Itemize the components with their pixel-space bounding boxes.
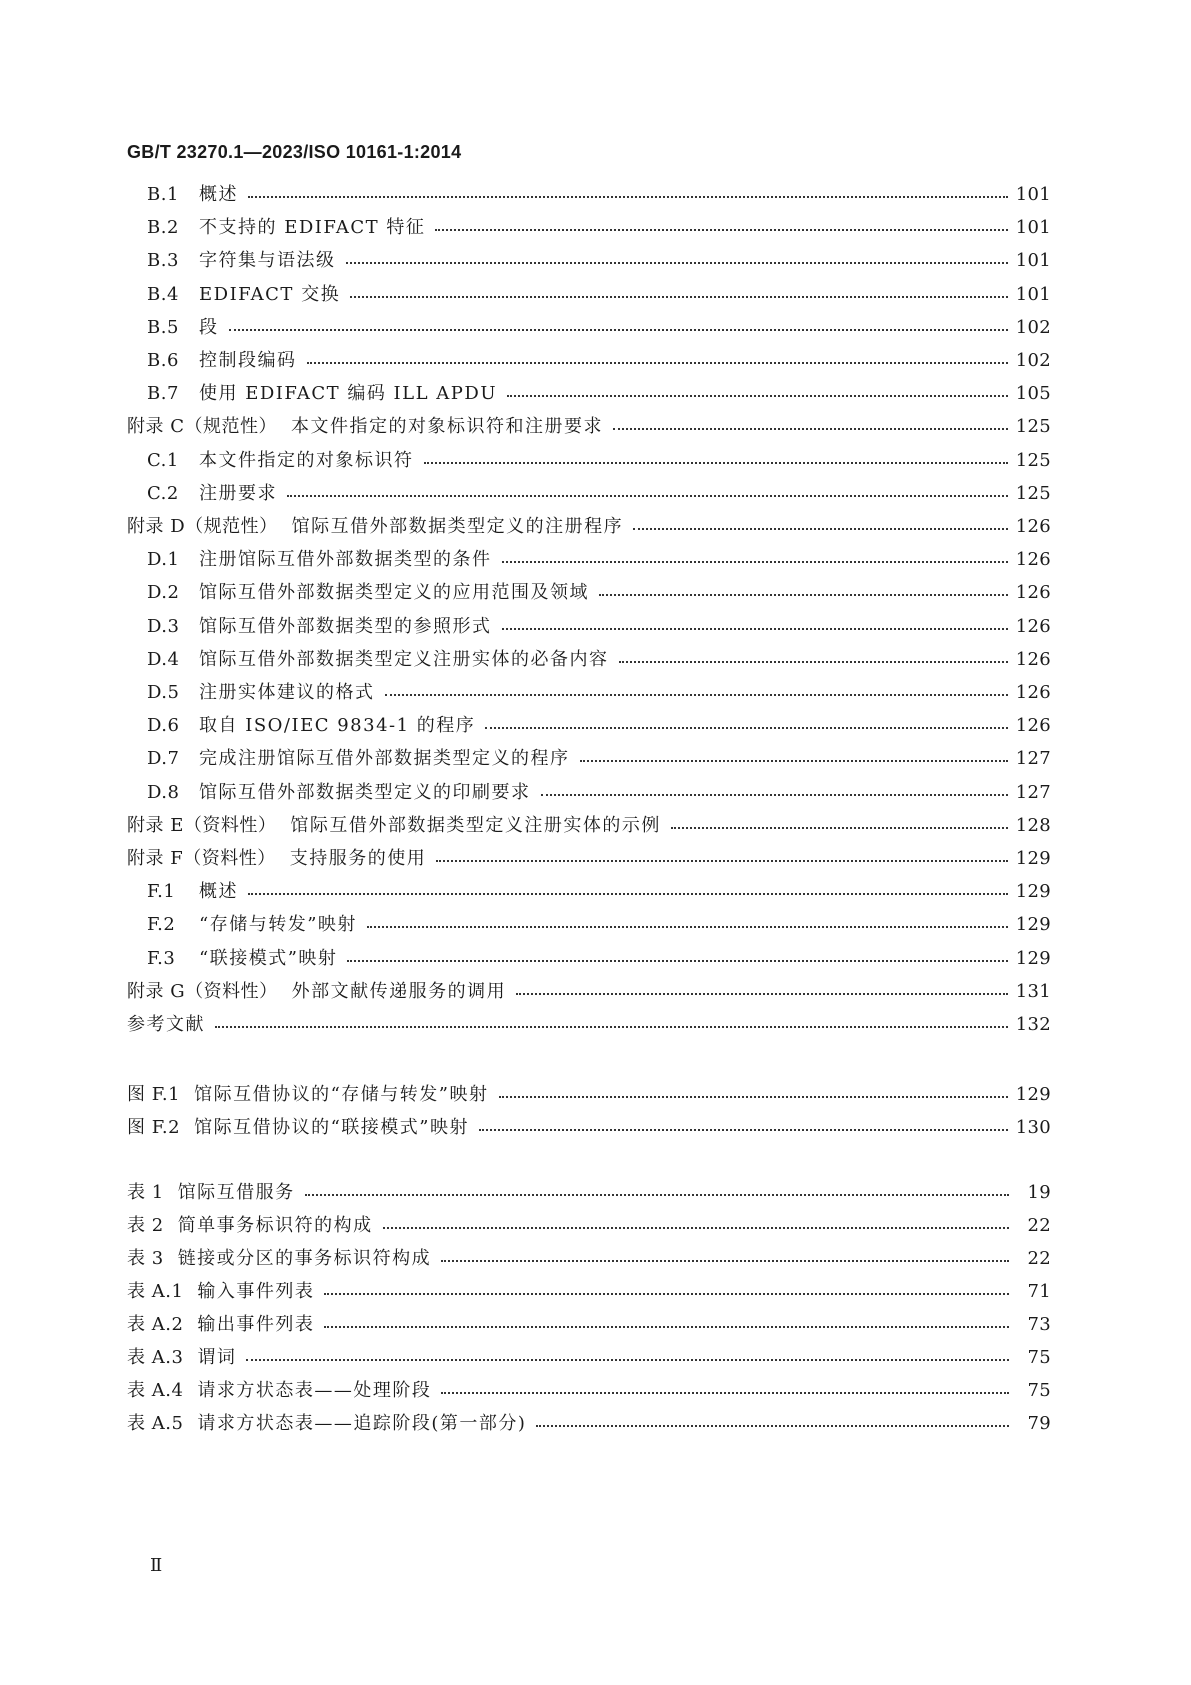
toc-entry-title: 谓词: [197, 1347, 237, 1368]
toc-entry-title: 段: [199, 316, 219, 338]
toc-entry-number: D.8: [147, 781, 180, 803]
toc-entry-number: 附录 C（规范性）: [127, 416, 277, 438]
dot-leader: [619, 661, 1008, 663]
toc-entry-number: 表 3: [127, 1248, 164, 1269]
toc-entry-page: 126: [1015, 582, 1051, 604]
toc-entry-page: 126: [1015, 549, 1051, 571]
dot-leader: [436, 860, 1008, 862]
page-number: Ⅱ: [150, 1555, 162, 1576]
dot-leader: [479, 1129, 1008, 1131]
dot-leader: [502, 561, 1008, 563]
toc-entry[interactable]: [127, 946, 1051, 972]
toc-entry-number: D.1: [147, 549, 180, 571]
toc-entry-title: 馆际互借外部数据类型的参照形式: [199, 615, 492, 637]
dot-leader: [671, 827, 1008, 829]
toc-entry-title: 使用 EDIFACT 编码 ILL APDU: [199, 383, 497, 405]
dot-leader: [541, 794, 1008, 796]
dot-leader: [324, 1293, 1009, 1295]
toc-entry-title: EDIFACT 交换: [199, 283, 341, 305]
toc-entry-page: 79: [1027, 1413, 1051, 1434]
toc-entry-number: 图 F.1: [127, 1084, 181, 1105]
toc-entry[interactable]: [127, 1082, 1051, 1108]
toc-entry-page: 73: [1027, 1314, 1051, 1335]
dot-leader: [287, 495, 1008, 497]
dot-leader: [613, 428, 1008, 430]
toc-entry[interactable]: [127, 182, 1051, 208]
toc-entry-number: 表 A.2: [127, 1314, 184, 1335]
toc-entry-title: 取自 ISO/IEC 9834-1 的程序: [199, 715, 476, 737]
toc-entry[interactable]: [127, 746, 1051, 772]
toc-entry-page: 101: [1015, 283, 1051, 305]
toc-entry-page: 101: [1015, 250, 1051, 272]
toc-entry-page: 129: [1015, 848, 1051, 869]
toc-entry-page: 102: [1015, 316, 1051, 338]
toc-entry[interactable]: [127, 979, 1051, 1005]
toc-entry[interactable]: [127, 1115, 1051, 1141]
toc-entry-page: 125: [1015, 416, 1051, 438]
toc-entry-number: B.3: [147, 250, 179, 272]
toc-entry-title: “存储与转发”映射: [199, 914, 357, 936]
dot-leader: [599, 594, 1008, 596]
toc-entry-title: 注册要求: [199, 482, 277, 504]
dot-leader: [248, 196, 1008, 198]
toc-entry-title: 字符集与语法级: [199, 250, 336, 272]
toc-entry[interactable]: [127, 1411, 1051, 1437]
dot-leader: [215, 1026, 1008, 1028]
dot-leader: [307, 362, 1008, 364]
toc-entry[interactable]: [127, 1213, 1051, 1239]
toc-entry[interactable]: [127, 846, 1051, 872]
toc-entry-page: 129: [1015, 914, 1051, 936]
toc-entry-number: 表 A.4: [127, 1380, 184, 1401]
toc-entry[interactable]: [127, 547, 1051, 573]
toc-entry-page: 75: [1027, 1347, 1051, 1368]
toc-entry-title: 请求方状态表——处理阶段: [197, 1380, 432, 1401]
toc-entry[interactable]: [127, 713, 1051, 739]
toc-entry-number: D.7: [147, 748, 180, 770]
toc-entry-page: 126: [1015, 715, 1051, 737]
dot-leader: [347, 960, 1007, 962]
toc-entry-page: 125: [1015, 449, 1051, 471]
toc-entry[interactable]: [127, 215, 1051, 241]
toc-entry[interactable]: [127, 614, 1051, 640]
toc-entry-title: 馆际互借服务: [177, 1182, 295, 1203]
toc-entry-number: D.5: [147, 682, 180, 703]
dot-leader: [507, 395, 1008, 397]
dot-leader: [248, 893, 1008, 895]
toc-entry-number: F.1: [147, 881, 176, 903]
toc-entry-page: 127: [1015, 748, 1051, 770]
toc-entry-page: 126: [1015, 615, 1051, 637]
toc-entry-title: 本文件指定的对象标识符: [199, 449, 414, 471]
toc-entry-number: F.2: [147, 914, 176, 936]
toc-entry[interactable]: [127, 1180, 1051, 1206]
toc-entry-title: 馆际互借外部数据类型定义注册实体的示例: [290, 814, 661, 836]
dot-leader: [580, 760, 1008, 762]
toc-entry[interactable]: [127, 1279, 1051, 1305]
toc-entry-number: C.2: [147, 482, 179, 504]
toc-entry-title: 外部文献传递服务的调用: [291, 980, 507, 1002]
toc-entry-page: 131: [1015, 980, 1051, 1002]
toc-entry-page: 128: [1015, 814, 1051, 836]
dot-leader: [502, 628, 1008, 630]
toc-entry[interactable]: [127, 448, 1051, 474]
dot-leader: [441, 1260, 1009, 1262]
toc-entry-number: B.6: [147, 350, 179, 371]
toc-entry-number: C.1: [147, 449, 179, 471]
toc-entry[interactable]: [127, 780, 1051, 806]
toc-entry[interactable]: [127, 481, 1051, 507]
toc-entry[interactable]: [127, 414, 1051, 440]
toc-entry-number: 表 A.3: [127, 1347, 184, 1368]
toc-entry-title: 控制段编码: [199, 350, 297, 371]
toc-entry-page: 127: [1015, 781, 1051, 803]
toc-entry[interactable]: [127, 381, 1051, 407]
toc-entry-title: 输出事件列表: [197, 1314, 315, 1335]
toc-entry-title: 馆际互借协议的“存储与转发”映射: [194, 1084, 489, 1105]
toc-entry-number: B.1: [147, 184, 179, 205]
toc-entry-title: 概述: [199, 184, 238, 205]
dot-leader: [441, 1392, 1009, 1394]
toc-entry-title: 馆际互借外部数据类型定义注册实体的必备内容: [199, 648, 609, 670]
toc-entry[interactable]: [127, 1378, 1051, 1404]
toc-entry-page: 129: [1015, 1084, 1051, 1105]
toc-entry[interactable]: [127, 315, 1051, 341]
toc-entry[interactable]: [127, 1012, 1051, 1038]
toc-entry-page: 126: [1015, 516, 1051, 537]
dot-leader: [485, 727, 1007, 729]
toc-entry-title: 链接或分区的事务标识符构成: [177, 1248, 432, 1269]
toc-entry-title: 参考文献: [127, 1014, 205, 1035]
toc-entry-number: 图 F.2: [127, 1117, 181, 1138]
toc-entry-page: 22: [1027, 1215, 1051, 1236]
toc-entry[interactable]: [127, 248, 1051, 274]
toc-entry-title: 请求方状态表——追踪阶段(第一部分): [197, 1413, 527, 1434]
toc-entry-number: B.4: [147, 283, 179, 305]
dot-leader: [383, 1227, 1009, 1229]
dot-leader: [633, 528, 1008, 530]
dot-leader: [424, 462, 1008, 464]
toc-entry-title: 完成注册馆际互借外部数据类型定义的程序: [199, 748, 570, 770]
toc-entry[interactable]: [127, 580, 1051, 606]
toc-entry-page: 75: [1027, 1380, 1051, 1401]
toc-entry-title: 注册实体建议的格式: [199, 682, 375, 703]
toc-entry-page: 71: [1027, 1281, 1051, 1302]
toc-entry-title: 本文件指定的对象标识符和注册要求: [291, 416, 603, 438]
toc-entry[interactable]: [127, 1345, 1051, 1371]
dot-leader: [385, 694, 1008, 696]
toc-entry-number: 表 A.1: [127, 1281, 184, 1302]
dot-leader: [367, 926, 1008, 928]
toc-entry-page: 126: [1015, 648, 1051, 670]
dot-leader: [346, 262, 1008, 264]
toc-entry-page: 101: [1015, 217, 1051, 239]
toc-entry-number: D.4: [147, 648, 180, 670]
toc-entry-page: 19: [1027, 1182, 1051, 1203]
toc-entry-title: 支持服务的使用: [289, 848, 427, 869]
toc-entry-title: 馆际互借外部数据类型定义的印刷要求: [199, 781, 531, 803]
toc-entry-page: 105: [1015, 383, 1051, 405]
toc-entry-title: 概述: [199, 881, 238, 903]
dot-leader: [350, 296, 1008, 298]
toc-entry-number: D.6: [147, 715, 180, 737]
standard-header: GB/T 23270.1—2023/ISO 10161-1:2014: [127, 142, 462, 162]
toc-entry-page: 22: [1027, 1248, 1051, 1269]
toc-entry-number: D.3: [147, 615, 180, 637]
dot-leader: [435, 229, 1007, 231]
toc-entry[interactable]: [127, 647, 1051, 673]
toc-entry-page: 129: [1015, 947, 1051, 969]
dot-leader: [246, 1359, 1009, 1361]
toc-entry-page: 126: [1015, 682, 1051, 703]
toc-entry-number: 表 A.5: [127, 1413, 184, 1434]
toc-entry[interactable]: [127, 348, 1051, 374]
toc-entry[interactable]: [127, 813, 1051, 839]
toc-entry-title: 不支持的 EDIFACT 特征: [199, 217, 426, 239]
toc-entry-title: 注册馆际互借外部数据类型的条件: [199, 549, 492, 571]
toc-entry-title: 馆际互借外部数据类型定义的应用范围及领域: [199, 582, 589, 604]
dot-leader: [324, 1326, 1009, 1328]
toc-entry[interactable]: [127, 680, 1051, 706]
toc-entry-number: 附录 E（资料性）: [127, 814, 277, 836]
toc-entry-number: B.5: [147, 316, 179, 338]
toc-entry-title: “联接模式”映射: [199, 947, 338, 969]
dot-leader: [229, 329, 1008, 331]
toc-entry-number: B.7: [147, 383, 179, 405]
toc-entry-number: D.2: [147, 582, 180, 604]
toc-entry-title: 馆际互借外部数据类型定义的注册程序: [291, 516, 624, 537]
toc-entry-page: 101: [1015, 184, 1051, 205]
dot-leader: [516, 993, 1008, 995]
toc-entry-page: 102: [1015, 350, 1051, 371]
toc-entry[interactable]: [127, 1246, 1051, 1272]
toc-entry[interactable]: [127, 1312, 1051, 1338]
toc-entry[interactable]: [127, 282, 1051, 308]
toc-entry-title: 馆际互借协议的“联接模式”映射: [194, 1117, 469, 1138]
toc-entry-number: 附录 F（资料性）: [127, 848, 276, 869]
toc-entry[interactable]: [127, 514, 1051, 540]
toc-entry-number: 表 1: [127, 1182, 164, 1203]
dot-leader: [305, 1194, 1009, 1196]
toc-entry[interactable]: [127, 912, 1051, 938]
toc-entry-page: 129: [1015, 881, 1051, 903]
toc-entry-title: 简单事务标识符的构成: [177, 1215, 373, 1236]
toc-entry-number: 附录 D（规范性）: [127, 516, 278, 537]
dot-leader: [536, 1425, 1009, 1427]
toc-entry-number: B.2: [147, 217, 179, 239]
dot-leader: [499, 1096, 1008, 1098]
toc-entry-page: 132: [1015, 1014, 1051, 1035]
toc-entry-title: 输入事件列表: [197, 1281, 315, 1302]
toc-entry-page: 125: [1015, 482, 1051, 504]
toc-entry-number: 表 2: [127, 1215, 164, 1236]
toc-entry-number: F.3: [147, 947, 176, 969]
toc-entry-page: 130: [1015, 1117, 1051, 1138]
toc-entry[interactable]: [127, 879, 1051, 905]
toc-entry-number: 附录 G（资料性）: [127, 980, 278, 1002]
